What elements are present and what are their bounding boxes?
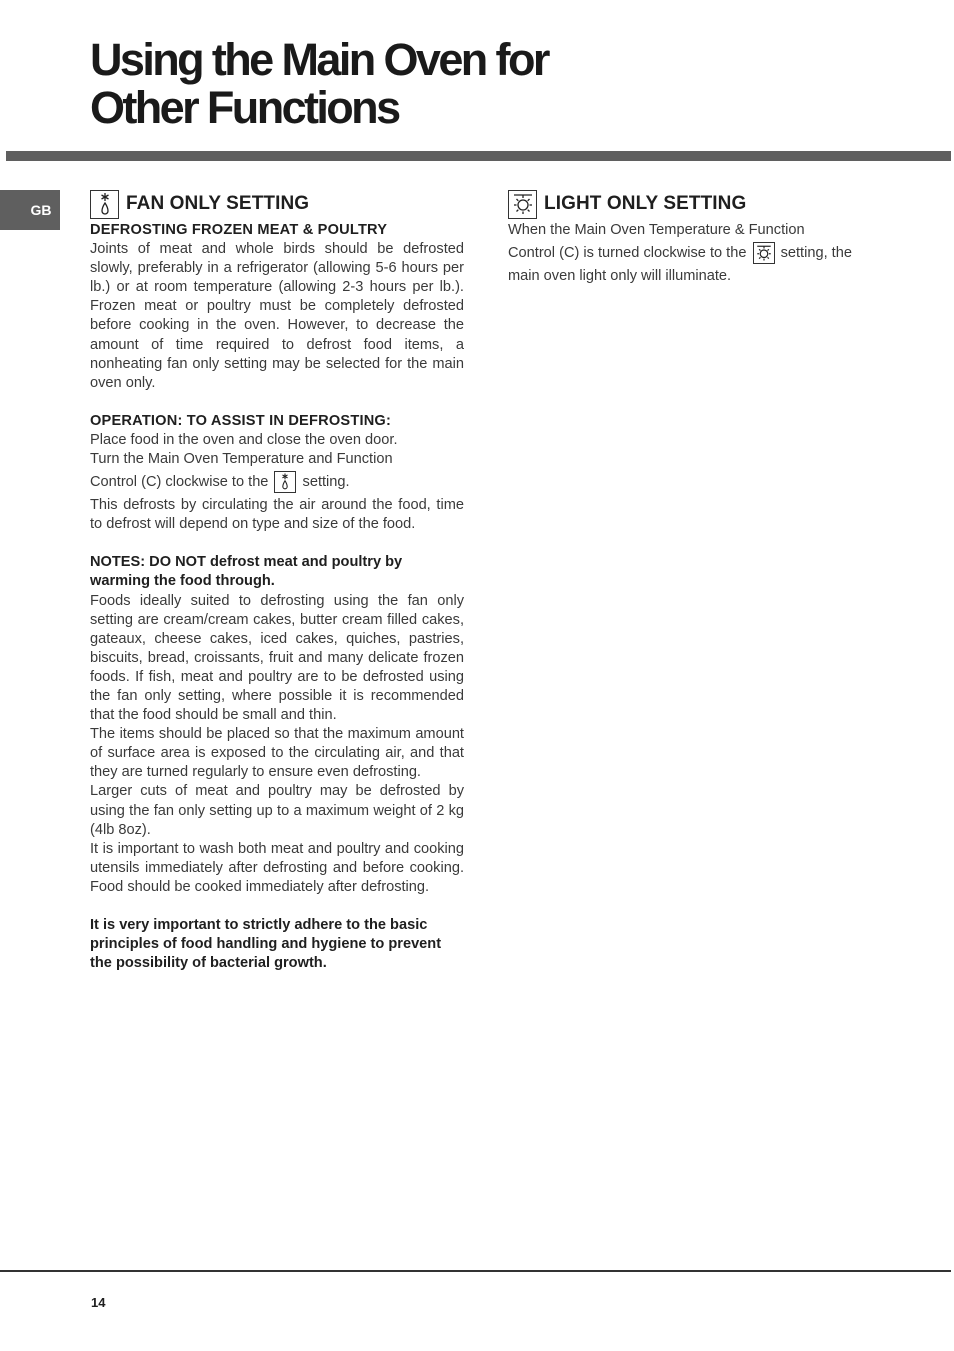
operation-line-3 — [90, 469, 464, 496]
operation-line-3-end: setting. — [298, 474, 350, 491]
fan-defrost-icon — [274, 471, 296, 493]
notes-paragraph-2: The items should be placed so that the maximum amount of surface area is exposed to the circulating air, and that they are turned regularly to ensure even defrosting. — [90, 726, 464, 781]
page-title — [90, 36, 548, 132]
operation-heading: OPERATION: TO ASSIST IN DEFROSTING: — [90, 412, 392, 429]
defrost-intro: Joints of meat and whole birds should be defrosted slowly, preferably in a refrigerator (allowing 5-6 hours per lb.) or at room temperature (allowing 2-3 hours per lb.). Frozen meat or poultry must be completely defrosted before cooking in the oven. However, to decrease the amount of time required to defrost food items, a nonheating fan only setting may be selected for the main oven only. — [90, 241, 464, 391]
operation-line-3-start: Control (C) clockwise to the — [90, 474, 273, 491]
light-line-2 — [508, 240, 882, 267]
page-number: 14 — [91, 1295, 106, 1310]
notes-paragraph-3: Larger cuts of meat and poultry may be defrosted by using the fan only setting up to a maximum weight of 2 kg (4lb 8oz). — [90, 783, 464, 838]
operation-paragraph-2: This defrosts by circulating the air around the food, time to defrost will depend on type and size of the food. — [90, 497, 464, 533]
oven-light-icon — [753, 242, 775, 264]
language-tab: GB — [0, 190, 60, 230]
title-line-1: Using the Main Oven for — [90, 34, 548, 85]
operation-line-1: Place food in the oven and close the oven door. — [90, 431, 398, 448]
footer-rule — [0, 1270, 951, 1272]
hygiene-warning: It is very important to strictly adhere to the basic principles of food handling and hygiene to prevent the possibility of bacterial growth. — [90, 917, 442, 972]
notes-heading: NOTES: DO NOT defrost meat and poultry by warming the food through. — [90, 554, 403, 590]
fan-only-section — [90, 189, 464, 973]
notes-paragraph-4: It is important to wash both meat and poultry and cooking utensils immediately after defrosting and before cooking. Food should be cooked immediately after defrosting. — [90, 840, 464, 895]
fan-defrost-icon — [90, 190, 119, 219]
light-line-1: When the Main Oven Temperature & Function — [508, 222, 805, 238]
light-only-header — [508, 189, 882, 219]
defrost-subheading: DEFROSTING FROZEN MEAT & POULTRY — [90, 222, 388, 238]
oven-light-icon — [508, 190, 537, 219]
light-line-2-start: Control (C) is turned clockwise to the — [508, 245, 751, 262]
light-line-2-end: setting, the — [776, 245, 852, 262]
light-line-3: main oven light only will illuminate. — [508, 268, 732, 285]
fan-only-header — [90, 189, 464, 219]
operation-line-2: Turn the Main Oven Temperature and Function — [90, 451, 393, 468]
header-rule — [6, 151, 951, 161]
fan-only-heading: FAN ONLY SETTING — [126, 193, 310, 215]
title-line-2: Other Functions — [90, 82, 399, 133]
light-only-heading: LIGHT ONLY SETTING — [544, 193, 747, 215]
notes-paragraph-1: Foods ideally suited to defrosting using the fan only setting are cream/cream cakes, butter cream filled cakes, gateaux, cheese cakes, iced cakes, quiches, pastries, biscuits, bread, croissants, fruit and many delicate frozen foods. If fish, meat and poultry are to be defrosted using the fan only setting, where possible it is recommended that the food should be small and thin. — [90, 592, 464, 724]
light-only-section — [508, 189, 882, 286]
